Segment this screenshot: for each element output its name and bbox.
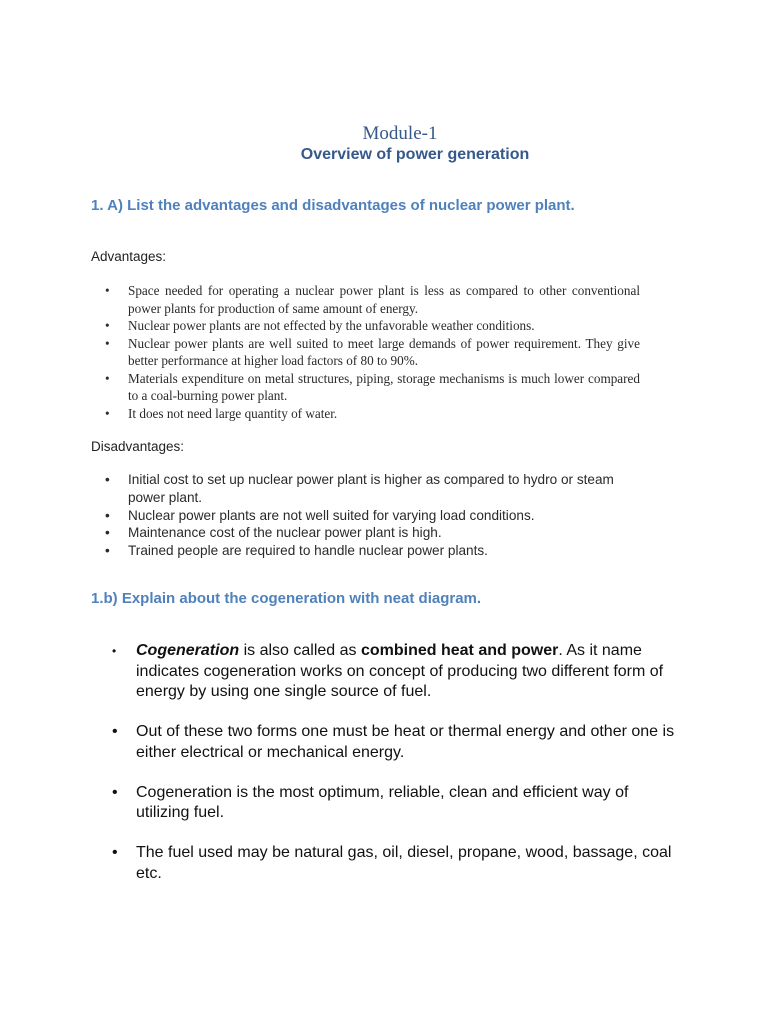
list-item: • Maintenance cost of the nuclear power plant is high.	[105, 524, 645, 542]
advantages-list	[105, 282, 640, 422]
bullet: •	[112, 723, 118, 740]
term-cogeneration: Cogeneration	[136, 642, 240, 659]
question-1b-heading: 1.b) Explain about the cogeneration with neat diagram.	[91, 590, 482, 607]
list-item-text: The fuel used may be natural gas, oil, diesel, propane, wood, bassage, coal etc.	[136, 844, 672, 882]
module-title: Module-1	[362, 123, 438, 144]
list-item	[112, 641, 682, 703]
bullet: •	[112, 644, 117, 658]
list-item-text: . As it name indicates cogeneration works on concept of producing two different form of energy by using one single source of fuel.	[136, 642, 664, 700]
question-1a-heading: 1. A) List the advantages and disadvantages of nuclear power plant.	[91, 197, 575, 214]
list-item	[112, 843, 682, 884]
cogeneration-list	[112, 641, 682, 904]
list-item-text: Cogeneration is the most optimum, reliable, clean and efficient way of utilizing fuel.	[136, 783, 629, 821]
list-item-text: is also called as	[239, 642, 361, 659]
list-item: • Materials expenditure on metal structures, piping, storage mechanisms is much lower compared to a coal-burning power plant.	[105, 370, 640, 405]
list-item: • Initial cost to set up nuclear power plant is higher as compared to hydro or steam power plant.	[105, 471, 645, 507]
list-item	[112, 722, 682, 763]
list-item: • Trained people are required to handle nuclear power plants.	[105, 542, 645, 560]
advantages-label: Advantages:	[91, 249, 167, 264]
disadvantages-list	[105, 471, 645, 560]
list-item: • Space needed for operating a nuclear power plant is less as compared to other conventional power plants for production of same amount of energy.	[105, 282, 640, 317]
list-item-text: Out of these two forms one must be heat or thermal energy and other one is either electrical or mechanical energy.	[136, 723, 675, 761]
list-item: • It does not need large quantity of water.	[105, 405, 640, 423]
term-chp: combined heat and power	[360, 642, 559, 659]
bullet: •	[112, 783, 118, 801]
list-item: • Nuclear power plants are well suited to meet large demands of power requirement. They give better performance at higher load factors of 80 to 90%.	[105, 335, 640, 370]
list-item	[112, 783, 682, 824]
list-item: • Nuclear power plants are not well suited for varying load conditions.	[105, 507, 645, 525]
page-title: Overview of power generation	[300, 146, 530, 163]
list-item: • Nuclear power plants are not effected by the unfavorable weather conditions.	[105, 317, 640, 335]
bullet: •	[112, 844, 118, 861]
disadvantages-label: Disadvantages:	[91, 439, 185, 454]
